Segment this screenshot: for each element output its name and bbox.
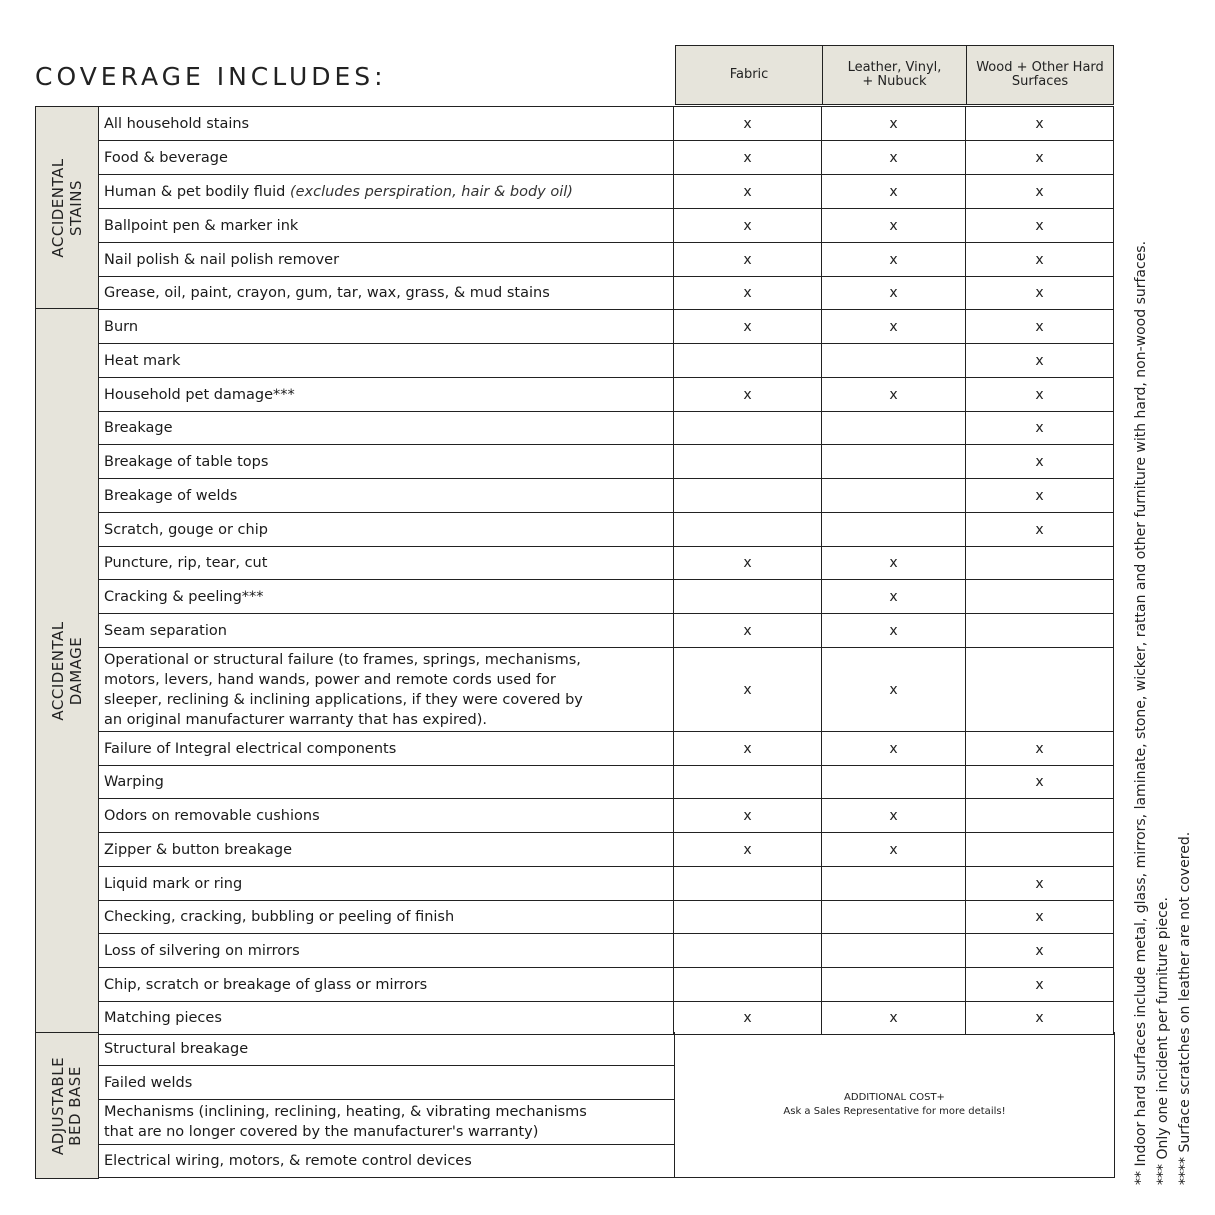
table-row <box>99 1066 675 1100</box>
row-label-text: Human & pet bodily fluid <box>104 183 286 200</box>
row-label <box>99 175 674 208</box>
row-label <box>99 1145 675 1177</box>
additional-cost-note <box>675 1032 1115 1178</box>
row-label-text: Odors on removable cushions <box>104 807 320 824</box>
table-row <box>99 513 1114 547</box>
row-label <box>99 1100 675 1144</box>
row-label-note: (excludes perspiration, hair & body oil) <box>289 183 573 200</box>
row-label <box>99 1002 674 1034</box>
coverage-mark-wood: x <box>966 445 1114 478</box>
page-title: COVERAGE INCLUDES: <box>35 62 387 91</box>
coverage-mark-leather: x <box>822 648 966 731</box>
coverage-mark-leather: x <box>822 580 966 613</box>
row-label-text: Failure of Integral electrical components <box>104 740 397 757</box>
table-row <box>99 799 1114 833</box>
coverage-mark-wood: x <box>966 901 1114 933</box>
row-label-text: Food & beverage <box>104 149 228 166</box>
coverage-mark-fabric <box>674 445 822 478</box>
table-row <box>99 344 1114 378</box>
coverage-mark-wood: x <box>966 1002 1114 1034</box>
row-label-text: Electrical wiring, motors, & remote control devices <box>104 1153 472 1169</box>
table-row <box>99 867 1114 901</box>
coverage-mark-wood: x <box>966 934 1114 967</box>
table-row <box>99 648 1114 732</box>
coverage-mark-leather: x <box>822 1002 966 1034</box>
row-label <box>99 378 674 411</box>
coverage-mark-leather <box>822 412 966 444</box>
row-label <box>99 833 674 866</box>
coverage-mark-fabric: x <box>674 648 822 731</box>
row-label-text: Household pet damage*** <box>104 386 295 403</box>
row-label-text: Puncture, rip, tear, cut <box>104 555 268 571</box>
row-label-text: Checking, cracking, bubbling or peeling of finish <box>104 909 455 925</box>
row-label <box>99 310 674 343</box>
footnote: *** Only one incident per furniture piece. <box>1155 897 1171 1185</box>
row-label-text: Matching pieces <box>104 1010 222 1026</box>
coverage-mark-leather: x <box>822 243 966 276</box>
row-label-text: Burn <box>104 318 139 335</box>
coverage-mark-wood <box>966 648 1114 731</box>
coverage-mark-fabric: x <box>674 378 822 411</box>
table-row <box>99 968 1114 1002</box>
coverage-mark-leather: x <box>822 277 966 309</box>
table-row <box>99 141 1114 175</box>
coverage-mark-wood: x <box>966 412 1114 444</box>
coverage-mark-fabric: x <box>674 1002 822 1034</box>
table-row <box>99 732 1114 766</box>
coverage-mark-fabric: x <box>674 277 822 309</box>
row-label <box>99 968 674 1001</box>
row-label-text: Mechanisms (inclining, reclining, heating, & vibrating mechanisms that are no longer covered by the manufacturer's warranty) <box>104 1104 587 1140</box>
coverage-mark-wood <box>966 614 1114 647</box>
coverage-mark-wood <box>966 799 1114 832</box>
coverage-mark-leather <box>822 867 966 900</box>
row-label <box>99 580 674 613</box>
row-label <box>99 141 674 174</box>
row-label-text: Failed welds <box>104 1074 193 1091</box>
column-header-leather <box>822 45 967 105</box>
coverage-mark-wood <box>966 833 1114 866</box>
row-label <box>99 547 674 579</box>
row-label <box>99 799 674 832</box>
table-row <box>99 378 1114 412</box>
row-label <box>99 648 674 731</box>
row-label <box>99 277 674 309</box>
coverage-mark-leather <box>822 344 966 377</box>
row-label <box>99 445 674 478</box>
coverage-mark-leather: x <box>822 614 966 647</box>
group-label: ACCIDENTAL STAINS <box>49 157 85 258</box>
coverage-mark-fabric: x <box>674 209 822 242</box>
coverage-mark-fabric: x <box>674 175 822 208</box>
coverage-mark-fabric: x <box>674 799 822 832</box>
coverage-mark-fabric: x <box>674 833 822 866</box>
table-row <box>99 614 1114 648</box>
column-header-label: Fabric <box>729 67 769 82</box>
coverage-mark-leather <box>822 479 966 512</box>
row-label-text: Ballpoint pen & marker ink <box>104 217 299 234</box>
row-label <box>99 901 674 933</box>
row-label-text: All household stains <box>104 115 250 132</box>
table-row <box>99 1002 1114 1035</box>
coverage-mark-fabric <box>674 766 822 798</box>
coverage-mark-leather: x <box>822 378 966 411</box>
table-row <box>99 766 1114 799</box>
additional-cost-title: ADDITIONAL COST+ <box>844 1091 945 1103</box>
coverage-mark-wood: x <box>966 141 1114 174</box>
table-row <box>99 479 1114 513</box>
coverage-mark-wood: x <box>966 732 1114 765</box>
coverage-mark-fabric: x <box>674 243 822 276</box>
row-label <box>99 867 674 900</box>
coverage-mark-wood: x <box>966 107 1114 140</box>
coverage-mark-fabric: x <box>674 141 822 174</box>
table-row <box>99 1100 675 1145</box>
coverage-mark-fabric <box>674 968 822 1001</box>
row-label-text: Chip, scratch or breakage of glass or mirrors <box>104 976 428 993</box>
table-row <box>99 209 1114 243</box>
coverage-mark-fabric <box>674 513 822 546</box>
coverage-mark-wood: x <box>966 378 1114 411</box>
coverage-mark-wood: x <box>966 479 1114 512</box>
table-row <box>99 1145 675 1178</box>
row-label <box>99 513 674 546</box>
coverage-mark-leather <box>822 766 966 798</box>
table-row <box>99 243 1114 277</box>
column-header-label: Leather, Vinyl, + Nubuck <box>847 60 942 89</box>
coverage-mark-leather: x <box>822 732 966 765</box>
coverage-mark-leather: x <box>822 107 966 140</box>
table-row <box>99 445 1114 479</box>
coverage-mark-leather <box>822 901 966 933</box>
coverage-mark-leather: x <box>822 833 966 866</box>
group-label: ACCIDENTAL DAMAGE <box>49 620 85 721</box>
coverage-mark-wood: x <box>966 277 1114 309</box>
coverage-mark-leather: x <box>822 141 966 174</box>
table-row <box>99 107 1114 141</box>
group-label: ADJUSTABLE BED BASE <box>49 1056 84 1155</box>
row-label <box>99 614 674 647</box>
coverage-mark-fabric <box>674 344 822 377</box>
coverage-table <box>99 106 1114 1035</box>
coverage-mark-leather <box>822 445 966 478</box>
group-accidental-damage <box>35 308 99 1033</box>
table-row <box>99 934 1114 968</box>
row-label <box>99 479 674 512</box>
table-row <box>99 833 1114 867</box>
column-header-wood <box>966 45 1114 105</box>
coverage-mark-leather: x <box>822 799 966 832</box>
coverage-mark-wood: x <box>966 766 1114 798</box>
footnote: **** Surface scratches on leather are not covered. <box>1177 831 1193 1185</box>
coverage-mark-wood: x <box>966 513 1114 546</box>
footnote: ** Indoor hard surfaces include metal, glass, mirrors, laminate, stone, wicker, rattan and other furniture with hard, non-wood surfaces. <box>1133 240 1149 1185</box>
row-label <box>99 766 674 798</box>
row-label <box>99 107 674 140</box>
coverage-mark-fabric <box>674 901 822 933</box>
footnotes <box>1130 125 1196 1185</box>
row-label <box>99 243 674 276</box>
row-label-text: Breakage of welds <box>104 487 238 504</box>
row-label-text: Breakage <box>104 420 173 436</box>
row-label-text: Seam separation <box>104 622 227 639</box>
row-label-text: Breakage of table tops <box>104 453 269 470</box>
coverage-mark-wood <box>966 547 1114 579</box>
coverage-mark-fabric: x <box>674 310 822 343</box>
coverage-mark-fabric: x <box>674 107 822 140</box>
coverage-mark-wood: x <box>966 867 1114 900</box>
coverage-mark-leather <box>822 934 966 967</box>
coverage-mark-fabric <box>674 580 822 613</box>
table-row <box>99 547 1114 580</box>
coverage-mark-leather: x <box>822 547 966 579</box>
row-label <box>99 732 674 765</box>
coverage-mark-leather: x <box>822 175 966 208</box>
bed-base-table <box>99 1032 675 1178</box>
column-header-fabric <box>675 45 823 105</box>
coverage-mark-fabric: x <box>674 547 822 579</box>
row-label-text: Structural breakage <box>104 1040 249 1057</box>
coverage-mark-fabric: x <box>674 732 822 765</box>
row-label-text: Operational or structural failure (to frames, springs, mechanisms, motors, levers, hand wands, power and remote cords used for sleeper, reclining & inclining applications, if they were covered by an original manufacturer warranty that has expired). <box>104 651 583 728</box>
coverage-mark-fabric <box>674 934 822 967</box>
row-label <box>99 344 674 377</box>
group-accidental-stains <box>35 106 99 309</box>
row-label <box>99 934 674 967</box>
table-row <box>99 580 1114 614</box>
table-row <box>99 175 1114 209</box>
row-label-text: Loss of silvering on mirrors <box>104 942 300 959</box>
coverage-mark-wood: x <box>966 968 1114 1001</box>
row-label-text: Nail polish & nail polish remover <box>104 251 340 268</box>
coverage-mark-fabric <box>674 867 822 900</box>
table-row <box>99 277 1114 310</box>
coverage-mark-leather: x <box>822 310 966 343</box>
group-adjustable-bed-base <box>35 1032 99 1179</box>
coverage-mark-leather: x <box>822 209 966 242</box>
coverage-mark-wood: x <box>966 209 1114 242</box>
coverage-mark-wood: x <box>966 175 1114 208</box>
coverage-mark-wood: x <box>966 243 1114 276</box>
row-label <box>99 1032 675 1065</box>
column-header-label: Wood + Other Hard Surfaces <box>976 60 1104 89</box>
row-label-text: Grease, oil, paint, crayon, gum, tar, wax, grass, & mud stains <box>104 285 550 301</box>
coverage-mark-fabric: x <box>674 614 822 647</box>
row-label-text: Liquid mark or ring <box>104 875 243 892</box>
table-row <box>99 1032 675 1066</box>
coverage-mark-fabric <box>674 412 822 444</box>
coverage-mark-fabric <box>674 479 822 512</box>
row-label-text: Scratch, gouge or chip <box>104 521 268 538</box>
table-row <box>99 310 1114 344</box>
row-label-text: Heat mark <box>104 352 181 369</box>
row-label <box>99 412 674 444</box>
coverage-mark-wood: x <box>966 310 1114 343</box>
table-row <box>99 412 1114 445</box>
coverage-mark-leather <box>822 513 966 546</box>
row-label <box>99 209 674 242</box>
row-label-text: Cracking & peeling*** <box>104 588 264 605</box>
row-label-text: Warping <box>104 774 164 790</box>
row-label <box>99 1066 675 1099</box>
additional-cost-detail: Ask a Sales Representative for more details! <box>783 1105 1006 1117</box>
coverage-mark-wood: x <box>966 344 1114 377</box>
coverage-mark-leather <box>822 968 966 1001</box>
table-row <box>99 901 1114 934</box>
coverage-mark-wood <box>966 580 1114 613</box>
row-label-text: Zipper & button breakage <box>104 841 293 858</box>
